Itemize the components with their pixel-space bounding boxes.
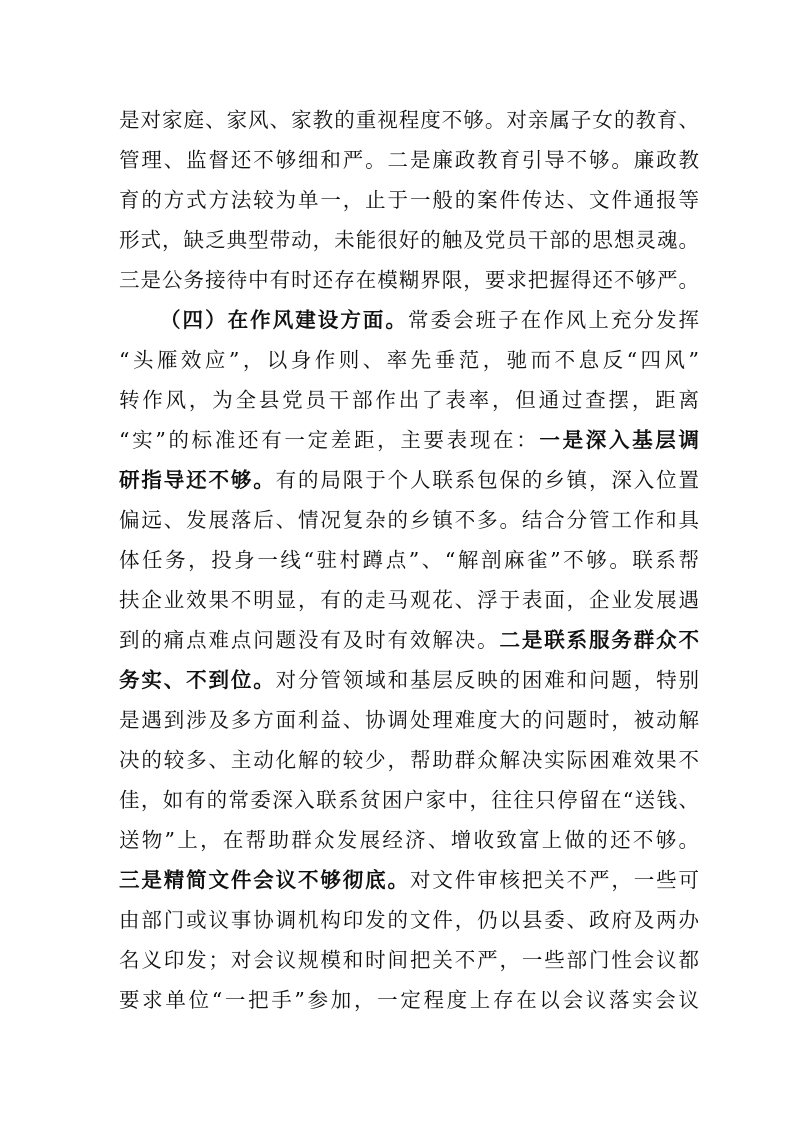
bold-point: 研指导还不够。 [119, 468, 276, 492]
text-run: 体任务，投身一线“驻村蹲点”、“解剖麻雀”不够。联系帮 [119, 548, 699, 572]
text-run: 佳，如有的常委深入联系贫困户家中，往往只停留在“送钱、 [119, 788, 699, 812]
section-heading: （四）在作风建设方面。 [160, 308, 408, 332]
text-run: 有的局限于个人联系包保的乡镇，深入位置 [275, 468, 700, 492]
text-run: 三是公务接待中有时还存在模糊界限，要求把握得还不够严。 [119, 268, 699, 292]
text-run: 扶企业效果不明显，有的走马观花、浮于表面，企业发展遇 [119, 588, 699, 612]
text-line [119, 220, 699, 260]
text-line [119, 380, 699, 420]
text-line [119, 700, 699, 740]
text-run: 由部门或议事协调机构印发的文件，仍以县委、政府及两办 [119, 908, 699, 932]
text-run: 到的痛点难点问题没有及时有效解决。 [119, 628, 500, 652]
bold-point: 一是深入基层调 [539, 428, 699, 452]
section-heading-line [160, 300, 699, 340]
text-line [119, 940, 699, 980]
text-line [119, 620, 699, 660]
text-run: 送物”上，在帮助群众发展经济、增收致富上做的还不够。 [119, 828, 699, 852]
bold-point: 务实、不到位。 [119, 668, 276, 692]
text-run: 常委会班子在作风上充分发挥 [407, 308, 700, 332]
text-line [119, 420, 699, 460]
text-line [119, 540, 699, 580]
text-line [119, 900, 699, 940]
text-run: 育的方式方法较为单一，止于一般的案件传达、文件通报等 [119, 188, 699, 212]
text-run: “头雁效应”，以身作则、率先垂范，驰而不息反“四风” [119, 348, 699, 372]
text-line [119, 180, 699, 220]
text-line [119, 740, 699, 780]
text-line [119, 660, 699, 700]
text-line [119, 340, 699, 380]
text-run: “实”的标准还有一定差距，主要表现在： [119, 428, 540, 452]
text-line [119, 980, 699, 1020]
text-run: 决的较多、主动化解的较少，帮助群众解决实际困难效果不 [119, 748, 699, 772]
text-run: 名义印发；对会议规模和时间把关不严，一些部门性会议都 [119, 948, 699, 972]
text-line [119, 500, 699, 540]
bold-point: 二是联系服务群众不 [499, 628, 700, 652]
text-run: 对分管领域和基层反映的困难和问题，特别 [275, 668, 700, 692]
text-run: 转作风，为全县党员干部作出了表率，但通过查摆，距离 [119, 388, 699, 412]
text-run: 管理、监督还不够细和严。二是廉政教育引导不够。廉政教 [119, 148, 699, 172]
text-run: 形式，缺乏典型带动，未能很好的触及党员干部的思想灵魂。 [119, 228, 699, 252]
text-line [119, 460, 699, 500]
text-line [119, 820, 699, 860]
text-line [119, 140, 699, 180]
text-run: 偏远、发展落后、情况复杂的乡镇不多。结合分管工作和具 [119, 508, 699, 532]
text-run: 是遇到涉及多方面利益、协调处理难度大的问题时，被动解 [119, 708, 699, 732]
text-line [119, 780, 699, 820]
text-line [119, 260, 699, 300]
text-line [119, 860, 699, 900]
text-line [119, 100, 699, 140]
text-run: 是对家庭、家风、家教的重视程度不够。对亲属子女的教育、 [119, 108, 699, 132]
text-run: 对文件审核把关不严，一些可 [409, 868, 700, 892]
text-run: 要求单位“一把手”参加，一定程度上存在以会议落实会议 [119, 988, 699, 1012]
text-line [119, 580, 699, 620]
bold-point: 三是精简文件会议不够彻底。 [119, 868, 410, 892]
